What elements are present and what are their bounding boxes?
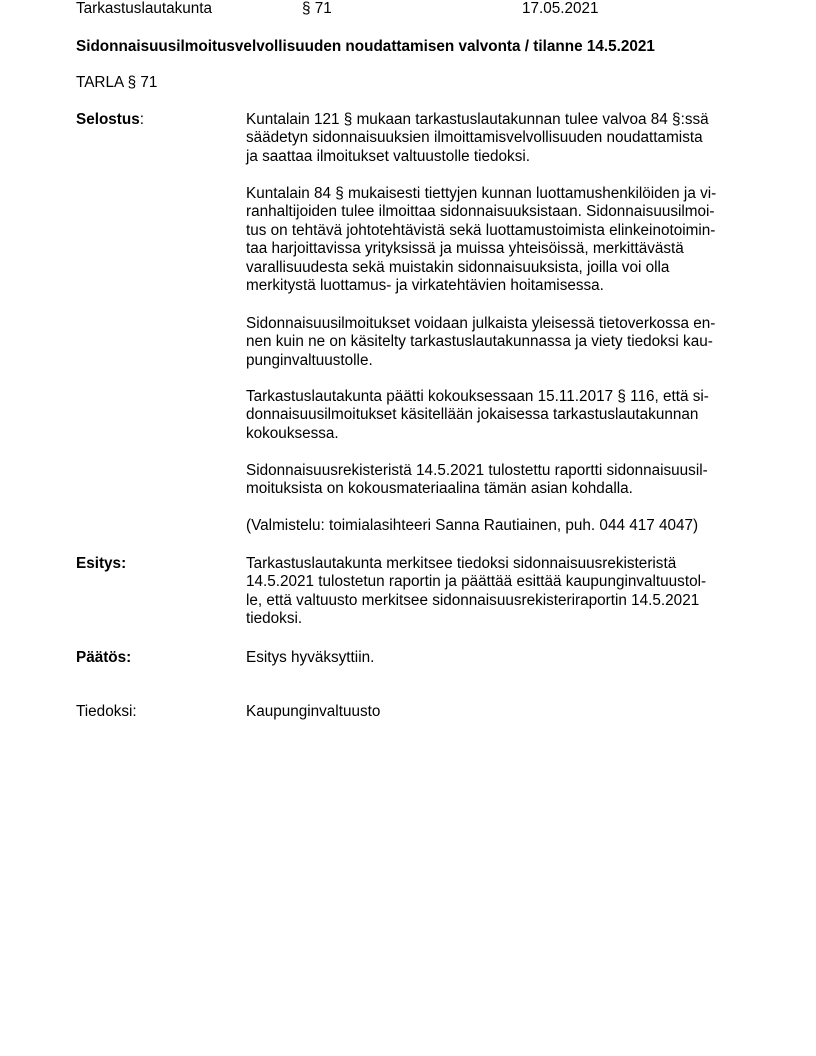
selostus-paragraph-2 [246,185,746,295]
paatos-text: Esitys hyväksyttiin. [246,649,375,666]
selostus-paragraph-1 [246,111,746,166]
text-line: 14.5.2021 tulostetun raportin ja päättää esittää kaupunginvaltuustol- [246,573,707,591]
text-line: Sidonnaisuusilmoitukset voidaan julkaista yleisessä tietoverkossa en- [246,315,716,332]
text-line: ja saattaa ilmoitukset valtuustolle tiedoksi. [246,147,530,165]
text-line: tus on tehtävä johtotehtävistä sekä luottamustoimista elinkeinotoimin- [246,221,716,239]
document-title: Sidonnaisuusilmoitusvelvollisuuden noudattamisen valvonta / tilanne 14.5.2021 [76,38,655,55]
selostus-paragraph-5 [246,462,746,499]
header-date: 17.05.2021 [522,0,599,17]
text-line: varallisuudesta sekä muistakin sidonnaisuuksista, joilla voi olla [246,258,670,276]
text-line: ranhaltijoiden tulee ilmoittaa sidonnaisuuksistaan. Sidonnaisuusilmoi- [246,203,715,221]
text-line: tiedoksi. [246,610,303,628]
text-line: Tarkastuslautakunta päätti kokouksessaan 15.11.2017 § 116, että si- [246,388,709,405]
text-line: merkitystä luottamus- ja virkatehtävien hoitamisessa. [246,276,604,294]
selostus-paragraph-4 [246,388,746,443]
text-line: donnaisuusilmoitukset käsitellään jokaisessa tarkastuslautakunnan [246,406,699,424]
esitys-label: Esitys: [76,555,127,572]
text-line: säädetyn sidonnaisuuksien ilmoittamisvelvollisuuden noudattamista [246,129,703,147]
text-line: punginvaltuustolle. [246,351,373,369]
esitys-text [246,555,746,629]
header-section: § 71 [302,0,332,17]
selostus-paragraph-6 [246,517,746,535]
text-line: moituksista on kokousmateriaalina tämän asian kohdalla. [246,480,633,498]
text-line: le, että valtuusto merkitsee sidonnaisuusrekisteriraportin 14.5.2021 [246,591,700,609]
text-line: Tarkastuslautakunta merkitsee tiedoksi sidonnaisuusrekisteristä [246,555,677,572]
text-line: Kuntalain 84 § mukaisesti tiettyjen kunnan luottamushenkilöiden ja vi- [246,185,717,202]
text-line: (Valmistelu: toimialasihteeri Sanna Rautiainen, puh. 044 417 4047) [246,517,699,534]
text-line: nen kuin ne on käsitelty tarkastuslautakunnassa ja viety tiedoksi kau- [246,333,713,351]
text-line: Sidonnaisuusrekisteristä 14.5.2021 tulostettu raportti sidonnaisuusil- [246,462,708,479]
tiedoksi-text: Kaupunginvaltuusto [246,703,381,720]
paatos-label: Päätös: [76,649,132,666]
reference: TARLA § 71 [76,74,158,91]
header-board: Tarkastuslautakunta [76,0,213,17]
text-line: Kuntalain 121 § mukaan tarkastuslautakunnan tulee valvoa 84 §:ssä [246,111,709,128]
text-line: taa harjoittavissa yrityksissä ja muissa yhteisöissä, merkittävästä [246,240,684,258]
selostus-label: Selostus: [76,111,145,128]
selostus-paragraph-3 [246,315,746,370]
tiedoksi-label: Tiedoksi: [76,703,137,720]
text-line: kokouksessa. [246,424,339,442]
